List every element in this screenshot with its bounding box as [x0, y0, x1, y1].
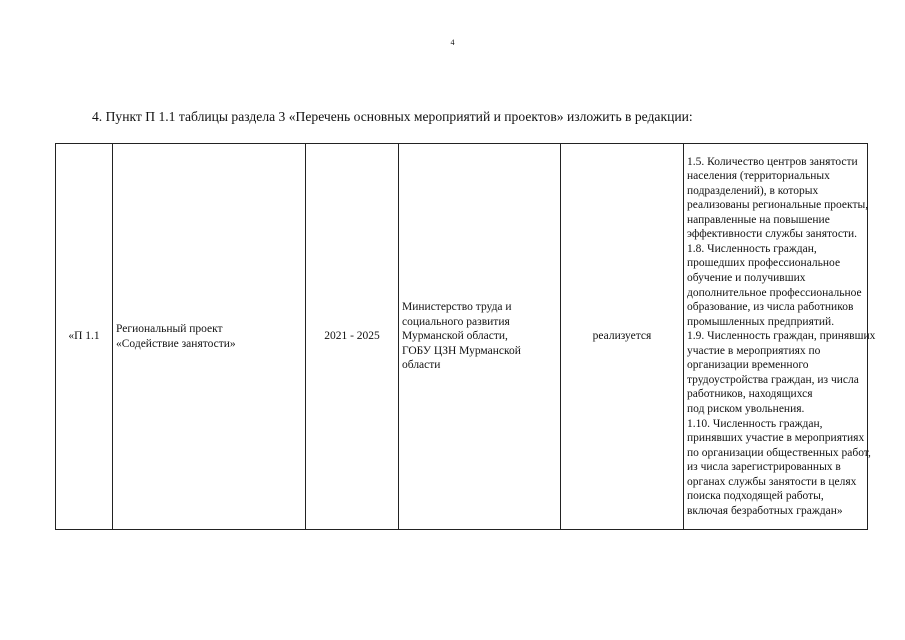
indicator-line: принявших участие в мероприятиях: [687, 432, 865, 445]
indicator-line: трудоустройства граждан, из числа: [687, 373, 859, 386]
indicator-line: прошедших профессиональное: [687, 257, 841, 270]
intro-paragraph: 4. Пункт П 1.1 таблицы раздела 3 «Перечень основных мероприятий и проектов» изложить в редакции:: [92, 109, 693, 124]
indicator-line: населения (территориальных: [687, 170, 830, 183]
indicator-line: 1.9. Численность граждан, принявших: [687, 330, 876, 343]
executor-line: области: [402, 359, 441, 372]
indicator-line: реализованы региональные проекты,: [687, 199, 869, 212]
indicator-line: из числа зарегистрированных в: [687, 461, 841, 474]
cell-code: «П 1.1: [56, 144, 113, 530]
indicator-line: 1.8. Численность граждан,: [687, 242, 817, 255]
indicator-line: участие в мероприятиях по: [687, 344, 821, 357]
indicator-line: организации временного: [687, 359, 809, 372]
page-number: 4: [450, 38, 455, 47]
cell-executor: [399, 144, 561, 530]
indicator-line: включая безработных граждан»: [687, 504, 843, 517]
indicator-line: дополнительное профессиональное: [687, 286, 862, 299]
indicator-line: под риском увольнения.: [687, 402, 805, 415]
project-name-line: Региональный проект: [116, 322, 223, 335]
indicator-line: подразделений), в которых: [687, 184, 819, 197]
table-row: [56, 144, 868, 530]
indicator-line: по организации общественных работ,: [687, 446, 871, 459]
executor-line: Министерство труда и: [402, 301, 512, 314]
project-name-line: «Содействие занятости»: [116, 337, 236, 350]
indicator-line: органах службы занятости в целях: [687, 475, 857, 488]
executor-line: ГОБУ ЦЗН Мурманской: [402, 344, 521, 357]
cell-years: 2021 - 2025: [306, 144, 399, 530]
cell-indicators: [684, 144, 876, 530]
indicator-line: 1.10. Численность граждан,: [687, 417, 823, 430]
indicator-line: образование, из числа работников: [687, 301, 854, 314]
indicator-line: обучение и получивших: [687, 272, 806, 285]
indicator-line: эффективности службы занятости.: [687, 228, 858, 241]
cell-project-name: [113, 144, 306, 530]
executor-line: социального развития: [402, 315, 510, 328]
indicator-line: 1.5. Количество центров занятости: [687, 155, 858, 168]
cell-status: реализуется: [561, 144, 684, 530]
indicator-line: направленные на повышение: [687, 213, 830, 226]
indicator-line: работников, находящихся: [687, 388, 813, 401]
indicator-line: поиска подходящей работы,: [687, 490, 824, 503]
measures-table: [55, 143, 876, 530]
executor-line: Мурманской области,: [402, 330, 508, 343]
indicator-line: промышленных предприятий.: [687, 315, 835, 328]
